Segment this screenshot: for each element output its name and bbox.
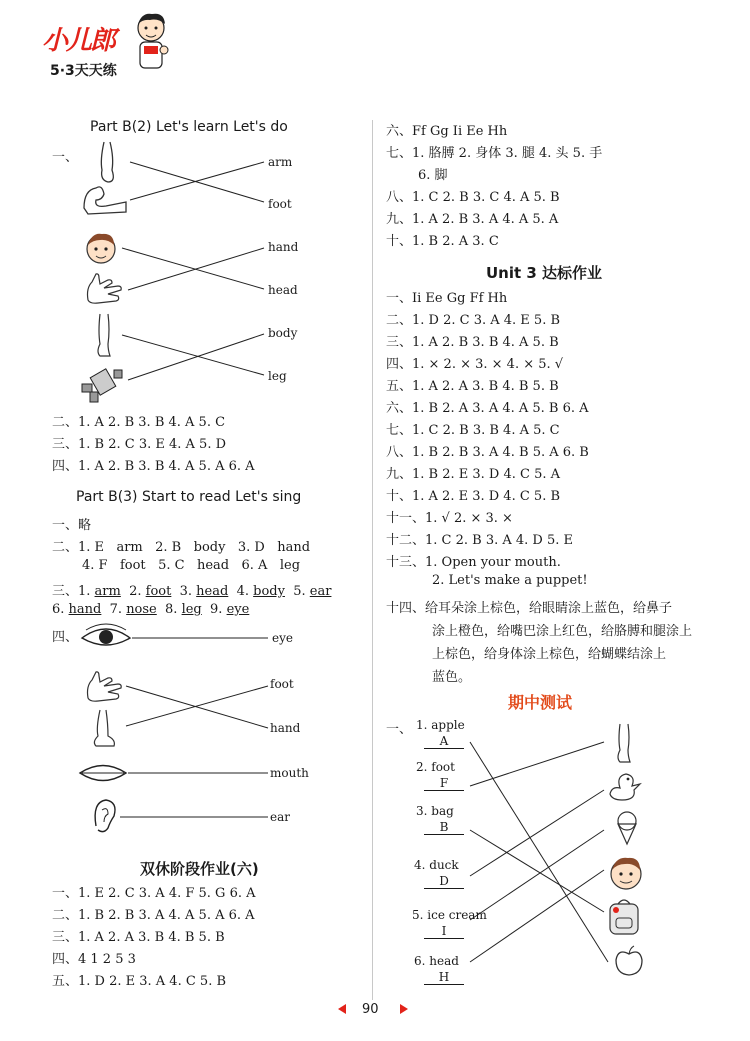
next-page-arrow-icon[interactable]	[400, 1004, 408, 1014]
midterm-q1-num: 一、	[386, 722, 413, 737]
answer-row: 六、1. B 2. A 3. A 4. A 5. B 6. A	[386, 401, 589, 416]
midterm-item-label: 1. apple	[416, 718, 465, 732]
midterm-item-label: 4. duck	[414, 858, 459, 872]
answer-text: head	[196, 558, 230, 573]
answer-row: 九、1. B 2. E 3. D 4. C 5. A	[386, 467, 561, 482]
b3-q3-line1	[52, 580, 331, 599]
answer-text: 9.	[210, 602, 223, 617]
unit3-title: Unit 3 达标作业	[486, 264, 603, 282]
answer-text: arm	[94, 584, 121, 599]
mouth-icon	[78, 760, 128, 786]
b2-q1-num: 一、	[52, 150, 79, 165]
answer-text: hand	[68, 602, 102, 617]
answer-text: 6. A	[241, 558, 268, 573]
match-word: foot	[270, 677, 294, 691]
answer-text: 5.	[293, 584, 306, 599]
answer-text: arm	[116, 540, 143, 555]
match-word: hand	[268, 240, 299, 254]
weekend-homework-title: 双休阶段作业(六)	[140, 860, 259, 878]
answer-text: 2.	[129, 584, 142, 599]
match-word: foot	[268, 197, 292, 211]
answer-text: nose	[126, 602, 157, 617]
answer-text: 二、1. E	[52, 540, 105, 555]
boy-head-icon	[606, 852, 646, 892]
match-word: eye	[272, 631, 293, 645]
answer-text: 3. D	[237, 540, 265, 555]
answer-text: 3.	[179, 584, 193, 599]
match-word: head	[268, 283, 298, 297]
answer-text: 6.	[52, 602, 65, 617]
answer-text: hand	[277, 540, 311, 555]
foot-icon	[86, 708, 120, 748]
answer-text: 7.	[109, 602, 123, 617]
ice-cream-icon	[612, 810, 642, 846]
answer-row: 蓝色。	[432, 670, 472, 685]
answer-row: 十二、1. C 2. B 3. A 4. D 5. E	[386, 533, 574, 548]
b3-q2-line2	[82, 558, 300, 573]
apple-icon	[612, 944, 646, 978]
brand-logo-text: 小儿郎	[42, 26, 115, 56]
answer-row: 四、1. A 2. B 3. B 4. A 5. A 6. A	[52, 459, 255, 474]
answer-row: 六、Ff Gg Ii Ee Hh	[386, 124, 508, 139]
page-number: 90	[362, 1002, 379, 1017]
answer-text: leg	[279, 558, 301, 573]
answer-row: 上棕色，给身体涂上棕色，给蝴蝶结涂上	[432, 647, 667, 662]
midterm-item-answer: F	[424, 776, 464, 791]
ear-icon	[88, 796, 120, 836]
b3-q2-line1	[52, 536, 310, 555]
match-word: hand	[270, 721, 301, 735]
answer-text: body	[193, 540, 226, 555]
leg-icon	[610, 722, 640, 764]
series-name: 5·3天天练	[50, 63, 117, 79]
answer-row: 五、1. A 2. A 3. B 4. B 5. B	[386, 379, 559, 394]
answer-text: 三、1.	[52, 584, 91, 599]
answer-row: 五、1. D 2. E 3. A 4. C 5. B	[52, 974, 227, 989]
part-b2-title: Part B(2) Let's learn Let's do	[90, 119, 288, 135]
answer-row: 十三、1. Open your mouth.	[386, 555, 561, 570]
match-word: arm	[268, 155, 293, 169]
answer-text: 5. C	[158, 558, 185, 573]
answer-row: 涂上橙色，给嘴巴涂上红色，给胳膊和腿涂上	[432, 624, 693, 639]
midterm-title: 期中测试	[508, 693, 573, 712]
answer-text: 4. F	[82, 558, 108, 573]
match-word: ear	[270, 810, 290, 824]
answer-text: eye	[226, 602, 250, 617]
b3-q3-line2	[52, 602, 249, 617]
backpack-icon	[602, 896, 646, 936]
midterm-item-answer: H	[424, 970, 464, 985]
answer-row: 二、1. D 2. C 3. A 4. E 5. B	[386, 313, 561, 328]
match-word: body	[268, 326, 298, 340]
answer-row: 三、1. A 2. A 3. B 4. B 5. B	[52, 930, 225, 945]
answer-text: foot	[119, 558, 146, 573]
midterm-item-answer: D	[424, 874, 464, 889]
answer-row: 一、Ii Ee Gg Ff Hh	[386, 291, 508, 306]
answer-row: 二、1. A 2. B 3. B 4. A 5. C	[52, 415, 226, 430]
answer-row: 七、1. C 2. B 3. B 4. A 5. C	[386, 423, 560, 438]
answer-row: 三、1. B 2. C 3. E 4. A 5. D	[52, 437, 227, 452]
part-b3-title: Part B(3) Start to read Let's sing	[76, 489, 302, 505]
answer-text: 2. B	[155, 540, 182, 555]
answer-row: 八、1. C 2. B 3. C 4. A 5. B	[386, 190, 560, 205]
previous-page-arrow-icon[interactable]	[338, 1004, 346, 1014]
answer-row: 十一、1. √ 2. × 3. ×	[386, 511, 513, 526]
answer-row: 一、略	[52, 518, 92, 533]
answer-row: 2. Let's make a puppet!	[432, 573, 588, 588]
midterm-item-answer: A	[424, 734, 464, 749]
answer-row: 九、1. A 2. B 3. A 4. A 5. A	[386, 212, 559, 227]
b3-q4-num: 四、	[52, 630, 79, 645]
answer-row: 十、1. B 2. A 3. C	[386, 234, 499, 249]
midterm-item-answer: I	[424, 924, 464, 939]
answer-row: 十四、给耳朵涂上棕色，给眼睛涂上蓝色，给鼻子	[386, 601, 673, 616]
midterm-item-label: 5. ice cream	[412, 908, 487, 922]
answer-row: 二、1. B 2. B 3. A 4. A 5. A 6. A	[52, 908, 255, 923]
eye-icon	[80, 622, 132, 652]
answer-text: leg	[181, 602, 202, 617]
answer-text: ear	[309, 584, 332, 599]
answer-text: 8.	[165, 602, 178, 617]
answer-row: 十、1. A 2. E 3. D 4. C 5. B	[386, 489, 561, 504]
answer-row: 一、1. E 2. C 3. A 4. F 5. G 6. A	[52, 886, 256, 901]
midterm-item-answer: B	[424, 820, 464, 835]
answer-row: 三、1. A 2. B 3. B 4. A 5. B	[386, 335, 559, 350]
answer-text: 4.	[236, 584, 249, 599]
midterm-item-label: 6. head	[414, 954, 459, 968]
answer-text: body	[253, 584, 285, 599]
answer-row: 八、1. B 2. B 3. A 4. B 5. A 6. B	[386, 445, 589, 460]
match-word: mouth	[270, 766, 309, 780]
duck-icon	[606, 768, 642, 804]
midterm-item-label: 3. bag	[416, 804, 454, 818]
match-word: leg	[268, 369, 287, 383]
answer-row: 6. 脚	[418, 168, 448, 183]
answer-text: head	[196, 584, 229, 599]
answer-row: 七、1. 胳膊 2. 身体 3. 腿 4. 头 5. 手	[386, 146, 603, 161]
midterm-item-label: 2. foot	[416, 760, 455, 774]
answer-row: 四、1. × 2. × 3. × 4. × 5. √	[386, 357, 564, 372]
hand-icon	[82, 668, 126, 706]
answer-text: foot	[145, 584, 172, 599]
answer-row: 四、4 1 2 5 3	[52, 952, 136, 967]
